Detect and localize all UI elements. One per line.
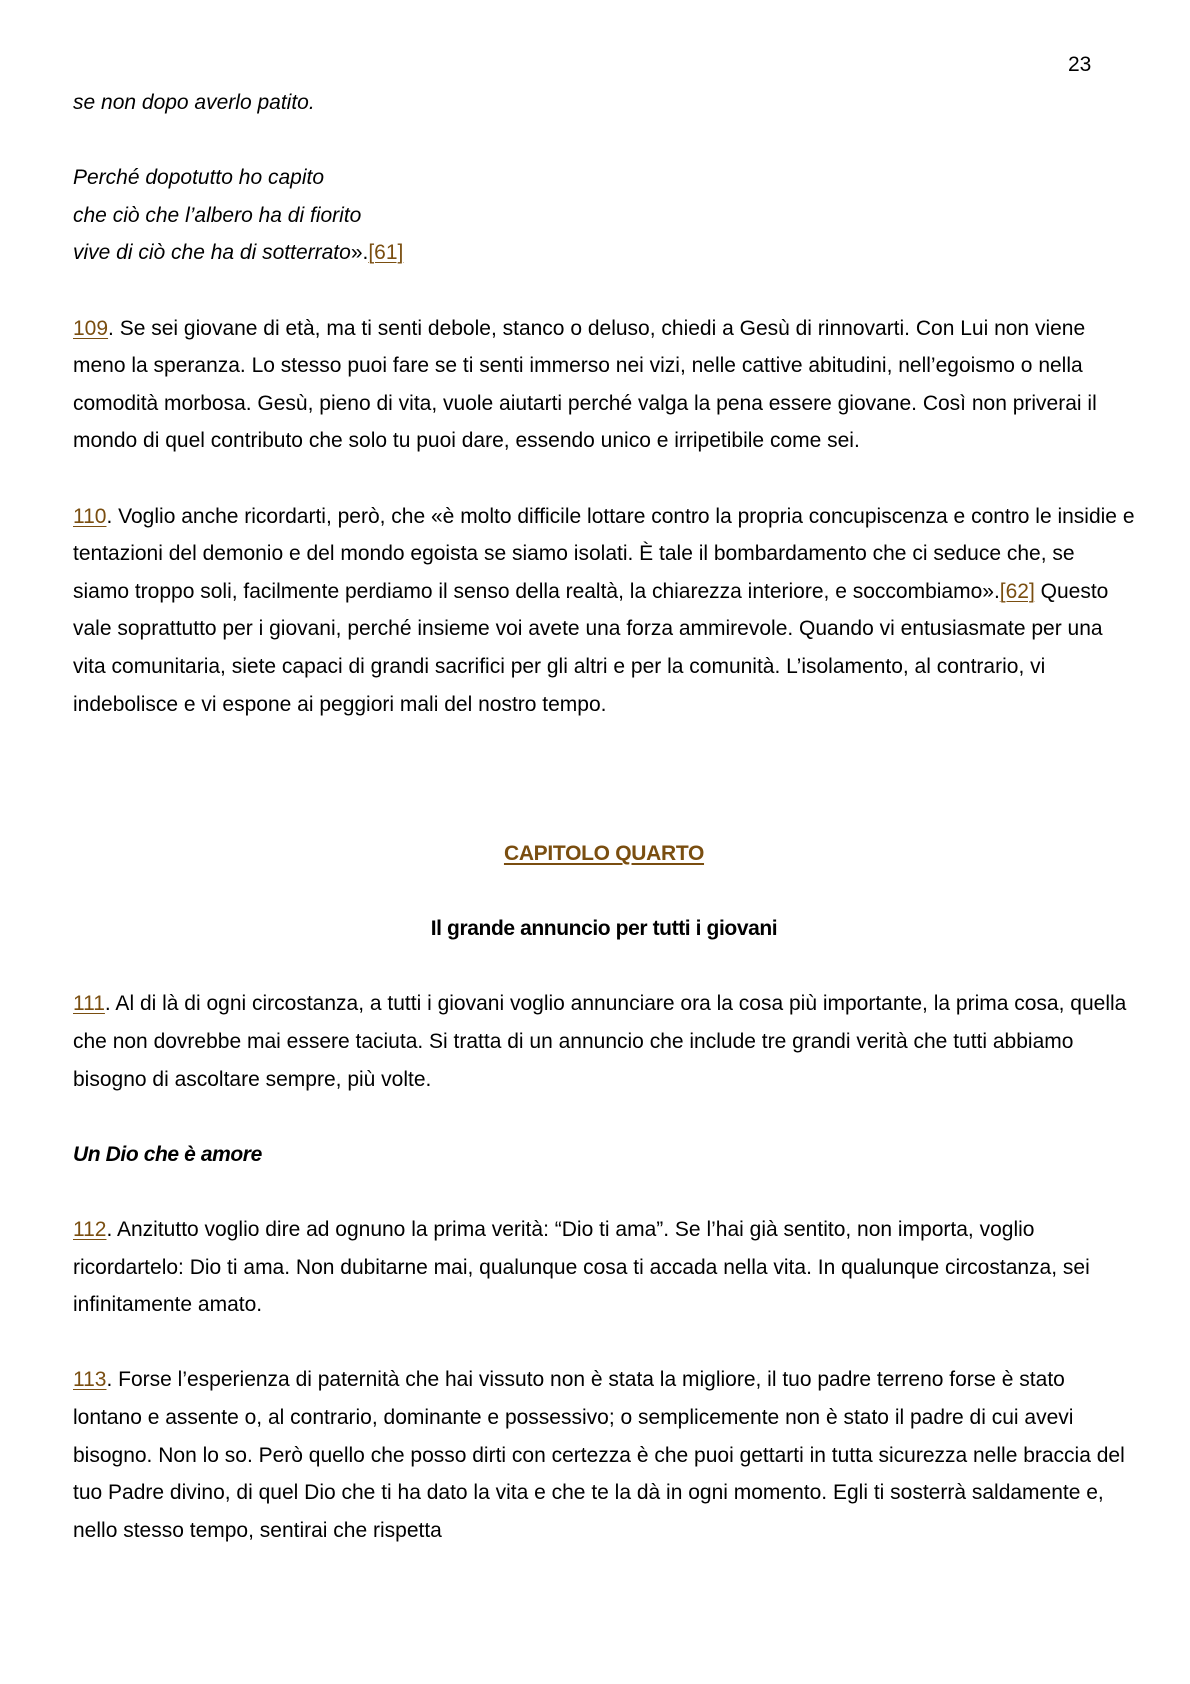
chapter-subtitle: Il grande annuncio per tutti i giovani bbox=[430, 917, 778, 941]
paragraph-text: . Forse l’esperienza di paternità che hai vissuto non è stata la migliore, il tuo padre terreno forse è stato lontano e assente o, al contrario, dominante e possessivo; o semplicemente non è stato il padre di cui avevi bisogno. Non lo so. Però quello che posso dirti con certezza è che puoi gettarti in tutta sicurezza nelle braccia del tuo Padre divino, di quel Dio che ti ha dato la vita e che te la dà in ogni momento. Egli ti sosterrà saldamente e, nello stesso tempo, sentirai che rispetta bbox=[73, 1368, 1125, 1542]
paragraph-110 bbox=[73, 498, 1135, 724]
chapter-title bbox=[73, 835, 1135, 873]
spacer bbox=[73, 873, 1135, 911]
chapter-title-link[interactable]: CAPITOLO QUARTO bbox=[503, 842, 705, 866]
paragraph-111 bbox=[73, 985, 1135, 1098]
spacer bbox=[73, 1098, 1135, 1136]
poem-line-close: ». bbox=[350, 241, 369, 265]
spacer bbox=[73, 723, 1135, 835]
paragraph-number-link-112[interactable]: 112 bbox=[73, 1218, 107, 1242]
poem-line: Perché dopotutto ho capito bbox=[73, 166, 325, 190]
paragraph-text: . Al di là di ogni circostanza, a tutti i giovani voglio annunciare ora la cosa più importante, la prima cosa, quella che non dovrebbe mai essere taciuta. Si tratta di un annuncio che include tre grandi verità che tutti abbiamo bisogno di ascoltare sempre, più volte. bbox=[73, 992, 1127, 1091]
spacer bbox=[73, 948, 1135, 986]
paragraph-number-link-111[interactable]: 111 bbox=[73, 992, 105, 1016]
paragraph-number-link-109[interactable]: 109 bbox=[73, 316, 109, 340]
poem-line-text: vive di ciò che ha di sotterrato bbox=[73, 241, 351, 265]
spacer bbox=[73, 460, 1135, 498]
poem-line bbox=[73, 234, 1135, 272]
paragraph-number-link-110[interactable]: 110 bbox=[73, 504, 107, 528]
paragraph-112 bbox=[73, 1211, 1135, 1324]
document-body bbox=[73, 84, 1135, 1549]
paragraph-number-link-113[interactable]: 113 bbox=[73, 1368, 107, 1392]
spacer bbox=[73, 1324, 1135, 1362]
paragraph-text: . Voglio anche ricordarti, però, che «è molto difficile lottare contro la propria concupiscenza e contro le insidie e tentazioni del demonio e del mondo egoista se siamo isolati. È tale il bombardamento che ci seduce che, se siamo troppo soli, facilmente perdiamo il senso della realtà, la chiarezza interiore, e soccombiamo». bbox=[73, 504, 1135, 603]
poem-line: se non dopo averlo patito. bbox=[73, 91, 315, 114]
spacer bbox=[73, 272, 1135, 310]
footnote-link-62[interactable]: [62] bbox=[999, 579, 1035, 603]
spacer bbox=[73, 122, 1135, 160]
paragraph-109 bbox=[73, 310, 1135, 460]
spacer bbox=[73, 1173, 1135, 1211]
paragraph-113 bbox=[73, 1361, 1135, 1549]
paragraph-text: . Anzitutto voglio dire ad ognuno la prima verità: “Dio ti ama”. Se l’hai già sentito, non importa, voglio ricordartelo: Dio ti ama. Non dubitarne mai, qualunque cosa ti accada nella vita. In qualunque circostanza, sei infinitamente amato. bbox=[73, 1218, 1090, 1317]
section-heading: Un Dio che è amore bbox=[73, 1142, 262, 1166]
page-number: 23 bbox=[1068, 53, 1092, 76]
paragraph-text: Questo vale soprattutto per i giovani, perché insieme voi avete una forza ammirevole. Quando vi entusiasmate per una vita comunitaria, siete capaci di grandi sacrifici per gli altri e per la comunità. L’isolamento, al contrario, vi indebolisce e vi espone ai peggiori mali del nostro tempo. bbox=[73, 579, 1109, 716]
poem-line: che ciò che l’albero ha di fiorito bbox=[73, 203, 362, 227]
footnote-link-61[interactable]: [61] bbox=[368, 241, 404, 265]
poem-excerpt bbox=[73, 84, 1135, 272]
paragraph-text: . Se sei giovane di età, ma ti senti debole, stanco o deluso, chiedi a Gesù di rinnovarti. Con Lui non viene meno la speranza. Lo stesso puoi fare se ti senti immerso nei vizi, nelle cattive abitudini, nell’egoismo o nella comodità morbosa. Gesù, pieno di vita, vuole aiutarti perché valga la pena essere giovane. Così non priverai il mondo di quel contributo che solo tu puoi dare, essendo unico e irripetibile come sei. bbox=[73, 316, 1097, 453]
